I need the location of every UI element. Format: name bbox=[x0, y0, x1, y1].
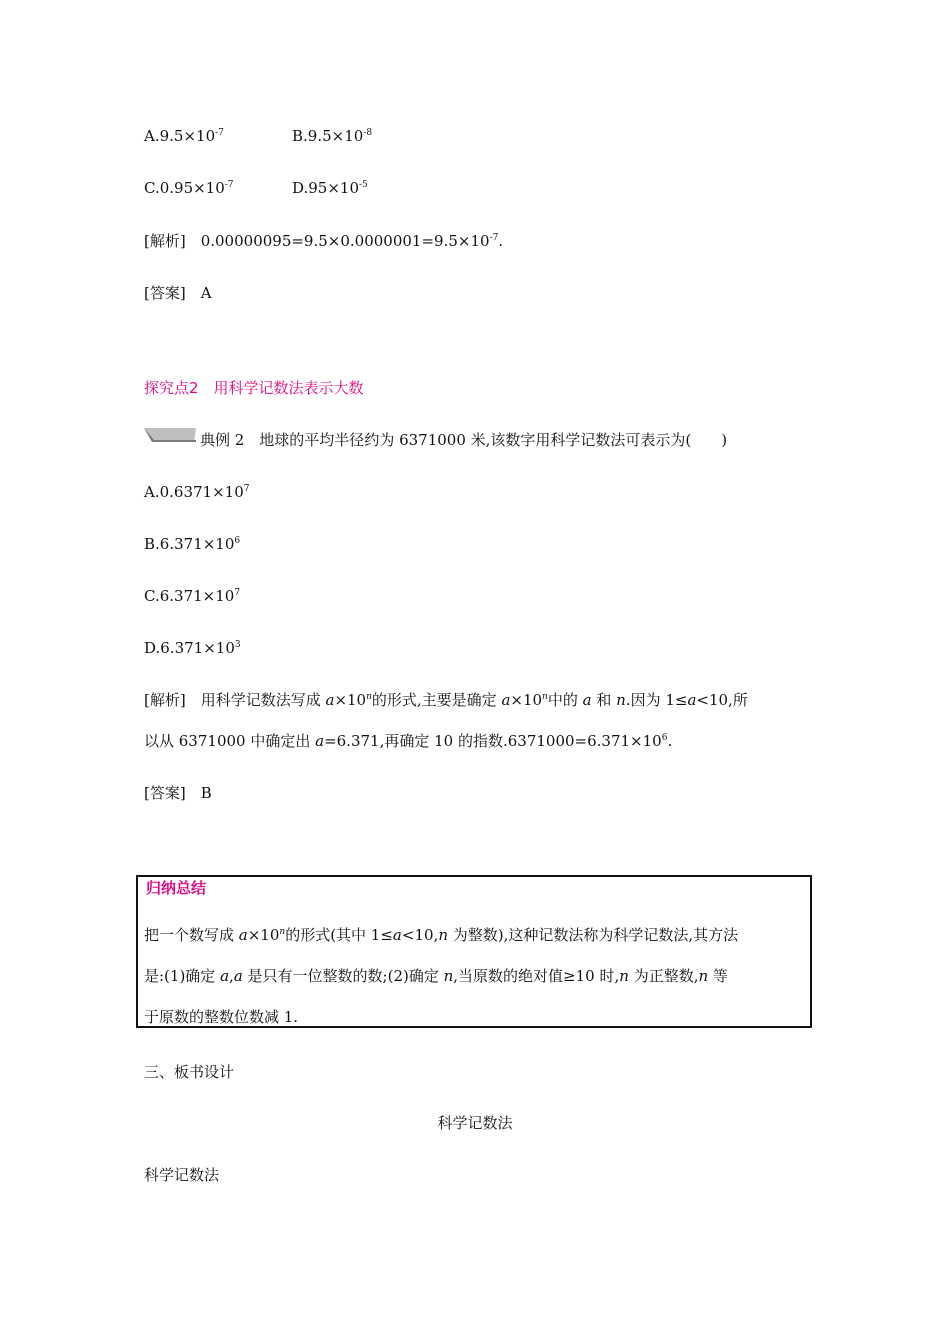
exponent: -8 bbox=[363, 128, 373, 138]
q2-analysis-line1: [解析] 用科学记数法写成 $a\times 10^n$的形式,主要是确定 $a\times 10^n$中的 a 和 n.因为 1≤a<10,所 bbox=[144, 691, 748, 709]
q2-option-a bbox=[144, 482, 249, 502]
exponent: 7 bbox=[234, 588, 241, 598]
summary-title: 归纳总结 bbox=[146, 879, 207, 897]
q1-answer: [答案] A bbox=[144, 284, 212, 302]
option-text: C.6.371×10 bbox=[144, 587, 235, 605]
analysis-suffix: . bbox=[498, 232, 504, 250]
exponent: 3 bbox=[234, 640, 241, 650]
summary-line2: 是:(1)确定 a,a 是只有一位整数的数;(2)确定 n,当原数的绝对值≥10 时,n 为正整数,n 等 bbox=[144, 967, 728, 985]
option-text: A.0.6371×10 bbox=[144, 483, 244, 501]
example2-question: 典例 2 地球的平均半径约为 6371000 米,该数字用科学记数法可表示为( ) bbox=[200, 431, 728, 449]
box-tick bbox=[810, 902, 812, 918]
summary-line3: 于原数的整数位数减 1. bbox=[144, 1008, 299, 1026]
example-marker-icon bbox=[144, 428, 196, 442]
q1-analysis bbox=[144, 231, 503, 251]
q2-option-d bbox=[144, 638, 241, 658]
option-text: D.6.371×10 bbox=[144, 639, 235, 657]
q2-answer: [答案] B bbox=[144, 784, 212, 802]
q1-option-b bbox=[292, 126, 372, 146]
q2-analysis-line2: 以从 6371000 中确定出 a=6.371,再确定 10 的指数$.6371000=6.371\times 10^6$. bbox=[144, 732, 673, 750]
box-tick bbox=[136, 902, 138, 918]
summary-line1: 把一个数写成 $a\times 10^n$的形式(其中 1≤a<10,n 为整数),这种记数法称为科学记数法,其方法 bbox=[144, 926, 739, 944]
analysis-text: [解析] 0.00000095=9.5×0.0000001=9.5×10 bbox=[144, 232, 490, 250]
option-text: D.95×10 bbox=[292, 179, 360, 197]
q1-option-c bbox=[144, 178, 234, 198]
section2-title: 探究点2 用科学记数法表示大数 bbox=[144, 379, 364, 397]
board-left-label: 科学记数法 bbox=[144, 1166, 220, 1184]
board-center-title: 科学记数法 bbox=[437, 1114, 513, 1132]
q2-option-c bbox=[144, 586, 240, 606]
exponent: -7 bbox=[224, 180, 234, 190]
exponent: 7 bbox=[243, 484, 250, 494]
option-text: A.9.5×10 bbox=[144, 127, 216, 145]
option-text: B.9.5×10 bbox=[292, 127, 364, 145]
exponent: -7 bbox=[215, 128, 224, 138]
q1-option-d bbox=[292, 178, 368, 198]
option-text: B.6.371×10 bbox=[144, 535, 235, 553]
section3-title: 三、板书设计 bbox=[144, 1063, 235, 1081]
q2-option-b bbox=[144, 534, 240, 554]
exponent: -7 bbox=[489, 233, 499, 243]
q1-option-a bbox=[144, 126, 224, 146]
option-text: C.0.95×10 bbox=[144, 179, 225, 197]
summary-box bbox=[136, 875, 812, 1028]
exponent: -5 bbox=[359, 180, 368, 190]
exponent: 6 bbox=[234, 536, 241, 546]
